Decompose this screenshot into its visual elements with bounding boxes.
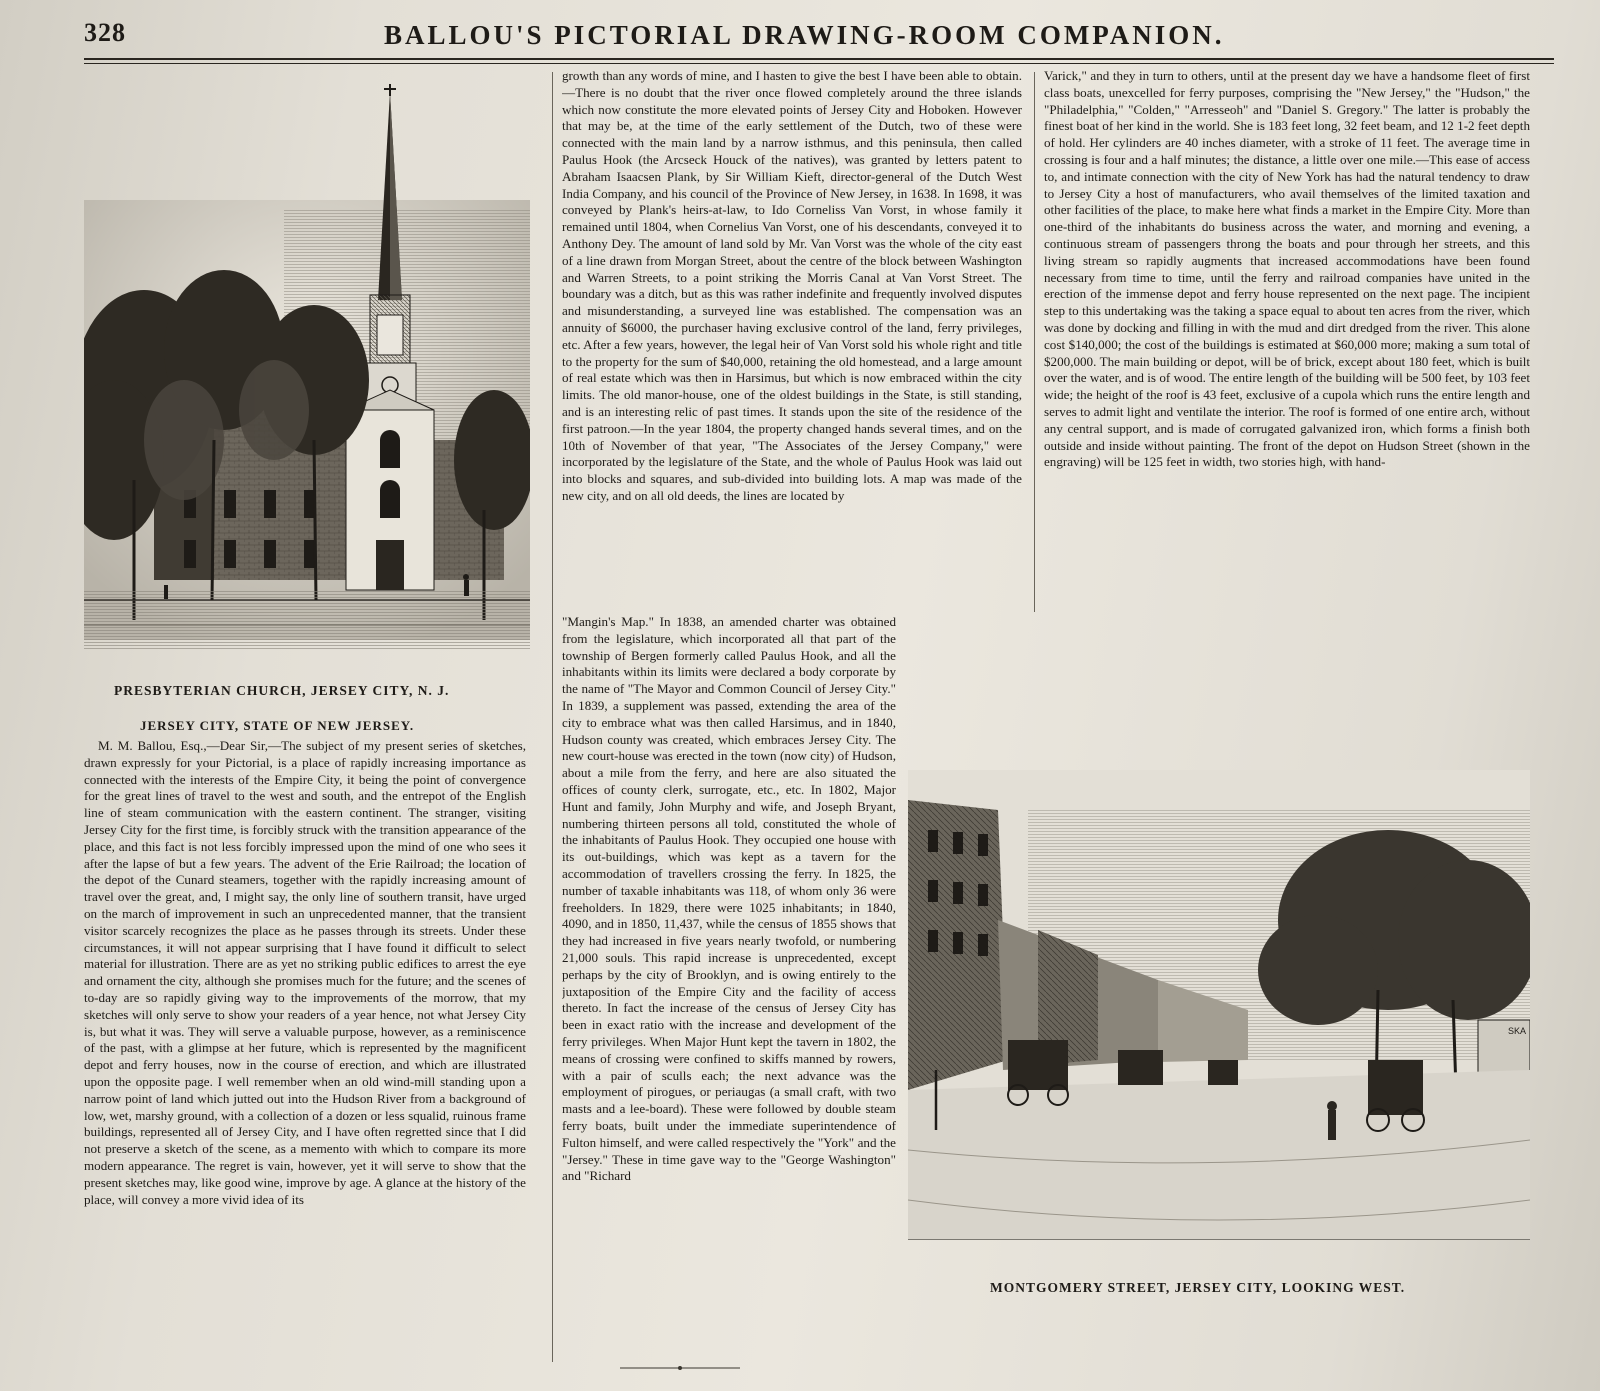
article-column-2-lower	[562, 614, 896, 1359]
page-number: 328	[84, 18, 126, 47]
article-title: JERSEY CITY, STATE OF NEW JERSEY.	[140, 718, 415, 733]
street-caption: MONTGOMERY STREET, JERSEY CITY, LOOKING WEST.	[990, 1280, 1406, 1295]
article-paragraph: M. M. Ballou, Esq.,—Dear Sir,—The subject of my present series of sketches, drawn expressly for your Pictorial, is a place of rapidly increasing importance as connected with the interests of the Empire City, it being the point of convergence for the great lines of travel to the west and south, and the entrepot of the English line of steam communication with the eastern continent. The stranger, visiting Jersey City for the first time, is forcibly struck with the transition appearance of the place, and this fact is not less forcibly impressed upon the mind of one who sees it after the lapse of but a few years. The advent of the Erie Railroad; the location of the depot of the Cunard steamers, together with the rapidly increasing amount of travel over the great, and, I might say, the only line of southern transit, have urged on the march of improvement in such an unprecedented manner, that the transient visitor scarcely recognizes the place as he passes through its streets. Under these circumstances, it will not appear surprising that I have found it difficult to select material for illustration. There are as yet no striking public edifices to arrest the eye and ornament the city, although she promises much for the future; and the scenes of to-day are so rapidly giving way to the improvements of the morrow, that my sketches will only serve to show your readers of a year hence, not what Jersey City is, but what it was. They will serve a valuable purpose, however, as a reminiscence of the past, with a glimpse at her future, which is represented by the magnificent depot and ferry houses, now in the course of erection, and which are illustrated upon the opposite page. I well remember when an old wind-mill standing upon a narrow point of land which jutted out into the Hudson River from a background of low, wet, marshy ground, with a collection of a dozen or less squalid, ruinous frame buildings, represented all of Jersey City, and I have often regretted since that I did not preserve a sketch of the scene, as a memento with which to compare its more modern appearance. The regret is vain, however, yet it will serve to show that the present sketches may, like good wine, improve by age. A glance at the history of the place, will convey a more vivid idea of its	[84, 738, 526, 1207]
church-engraving	[84, 80, 530, 670]
page-header	[84, 16, 1554, 56]
column-divider	[1034, 72, 1035, 612]
article-paragraph: Varick," and they in turn to others, until at the present day we have a handsome fleet of first class boats, unexcelled for ferry purposes, comprising the "New Jersey," the "Hudson," the "Philadelphia," "Colden," "Arresseoh" and "Daniel S. Gregory." The latter is probably the finest boat of her kind in the world. She is 183 feet long, 32 feet beam, and 12 1-2 feet depth of hold. Her cylinders are 40 inches diameter, with a stroke of 11 feet. The average time in crossing is four and a half minutes; the distance, a little over one mile.—This ease of access to, and intimate connection with the city of New York has had the natural tendency to draw to Jersey City a host of manufacturers, who avail themselves of the limited taxation and other facilities of the place, to make here what finds a market in the Empire City. More than one-third of the inhabitants do business across the water, and morning and evening, a continuous stream of passengers throng the boats and pour through her streets, and this living stream so rapidly augments that increased accommodations have been found necessary from time to time, until the ferry and railroad companies have united in the erection of the immense depot and ferry house represented on the next page. The incipient step to this undertaking was the taking a space equal to about ten acres from the river, which was done by docking and filling in with the mud and dirt dredged from the river. This alone cost $140,000; the cost of the buildings is estimated at $60,000 more; making a sum total of $200,000. The main building or depot, will be of brick, except about 180 feet, which is built over the water, and is of wood. The entire length of the building will be 500 feet, by 103 feet wide; the height of the roof is 43 feet, exclusive of a cupola which runs the entire length and serves to admit light and ventilate the interior. The roof is formed of one entire arch, without any central support, and is made of corrugated galvanized iron, which forms a finish both outside and inside without painting. The front of the depot on Hudson Street (shown in the engraving) will be 125 feet in width, two stories high, with hand-	[1044, 68, 1530, 470]
header-rule-thin	[84, 63, 1554, 64]
divider-ornament	[620, 1364, 740, 1372]
street-engraving	[908, 770, 1530, 1240]
shop-sign: SKA	[1508, 1026, 1527, 1036]
header-rule	[84, 58, 1554, 60]
column-divider	[552, 72, 553, 1362]
masthead-title: BALLOU'S PICTORIAL DRAWING-ROOM COMPANION.	[384, 20, 1225, 50]
article-paragraph: growth than any words of mine, and I hasten to give the best I have been able to obtain.—There is no doubt that the river once flowed completely around the three islands which now constitute the more elevated points of Jersey City and Hoboken. However that may be, at the time of the early settlement of the Dutch, two of these were connected with the main land by a narrow isthmus, and this peninsula, then called Paulus Hook (the Arcseck Houck of the natives), was granted by letters patent to Abraham Isaacsen Plank, by Sir William Kieft, director-general of the Dutch West India Company, and his council of the Province of New Jersey, in 1638. In 1698, it was conveyed by Plank's heirs-at-law, to Ido Corneliss Van Vorst, in whose family it remained until 1804, when Cornelius Van Vorst, one of his descendants, conveyed it to Anthony Dey. The amount of land sold by Mr. Van Vorst was the whole of the city east of a line drawn from Morgan Street, about the centre of the block between Washington and Warren Streets, to a point striking the Morris Canal at Van Vorst Street. The boundary was a ditch, but as this was rather indefinite and frequently involved disputes and misunderstanding, a surveyed line was established. The compensation was an annuity of $6000, the purchaser having exclusive control of the land, ferry privileges, etc. After a few years, however, the legal heir of Van Vorst sold his whole right and title to the property for the sum of $40,000, retaining the old homestead, and a large amount of real estate which was then in Harsimus, but which is now embraced within the city limits. The old manor-house, one of the oldest buildings in the State, is still standing, and is an interesting relic of past times. It stands upon the site of the residence of the first patroon.—In the year 1804, the property changed hands several times, and on the 10th of November of that year, "The Associates of the Jersey Company," were incorporated by the legislature of the State, and the whole of Paulus Hook was laid out into blocks and squares, and sub-divided into building lots. A map was made of the new city, and on all old deeds, the lines are located by	[562, 68, 1022, 503]
church-caption: PRESBYTERIAN CHURCH, JERSEY CITY, N. J.	[114, 683, 450, 698]
church-illustration	[84, 80, 530, 670]
street-illustration	[908, 770, 1530, 1240]
article-paragraph: "Mangin's Map." In 1838, an amended charter was obtained from the legislature, which incorporated all that part of the township of Bergen formerly called Paulus Hook, and all the inhabitants within its limits were declared a body corporate by the name of "The Mayor and Common Council of Jersey City." In 1839, a supplement was passed, extending the area of the city to embrace what was then called Harsimus, and in 1840, Hudson county was created, which embraces Jersey City. The new court-house was erected in the town (now city) of Hudson, about a mile from the ferry, and here are also situated the offices of county clerk, surrogate, etc., etc. In 1802, Major Hunt and family, John Murphy and wife, and Joseph Bryant, numbering thirteen persons all told, constituted the whole of the inhabitants of Paulus Hook. They occupied one house with its out-buildings, which was kept as a tavern for the accommodation of travellers crossing the ferry. In 1825, the number of taxable inhabitants was 118, of whom only 36 were freeholders. In 1829, there were 1025 inhabitants; in 1840, 4090, and in 1850, 11,437, while the census of 1855 shows that they had increased in five years nearly twofold, or numbering 21,000 souls. This rapid increase is unprecedented, except perhaps by the city of Brooklyn, and is owing entirely to the juxtaposition of the Empire City and the facility of access thereto. In fact the increase of the census of Jersey City has been in exact ratio with the increase and development of the ferry privileges. When Major Hunt kept the tavern in 1802, the means of crossing were confined to skiffs manned by rowers, with a pair of sculls each; the next advance was the employment of pirogues, or periaugas (a small craft, with two masts and a lee-board). These were followed by double steam ferry boats, built under the immediate superintendence of Fulton himself, and were called respectively the "York" and the "Jersey." These in time gave way to the "George Washington" and "Richard	[562, 614, 896, 1184]
article-column-3	[1044, 68, 1530, 610]
article-column-2-upper	[562, 68, 1022, 610]
article-column-1	[84, 738, 526, 1358]
